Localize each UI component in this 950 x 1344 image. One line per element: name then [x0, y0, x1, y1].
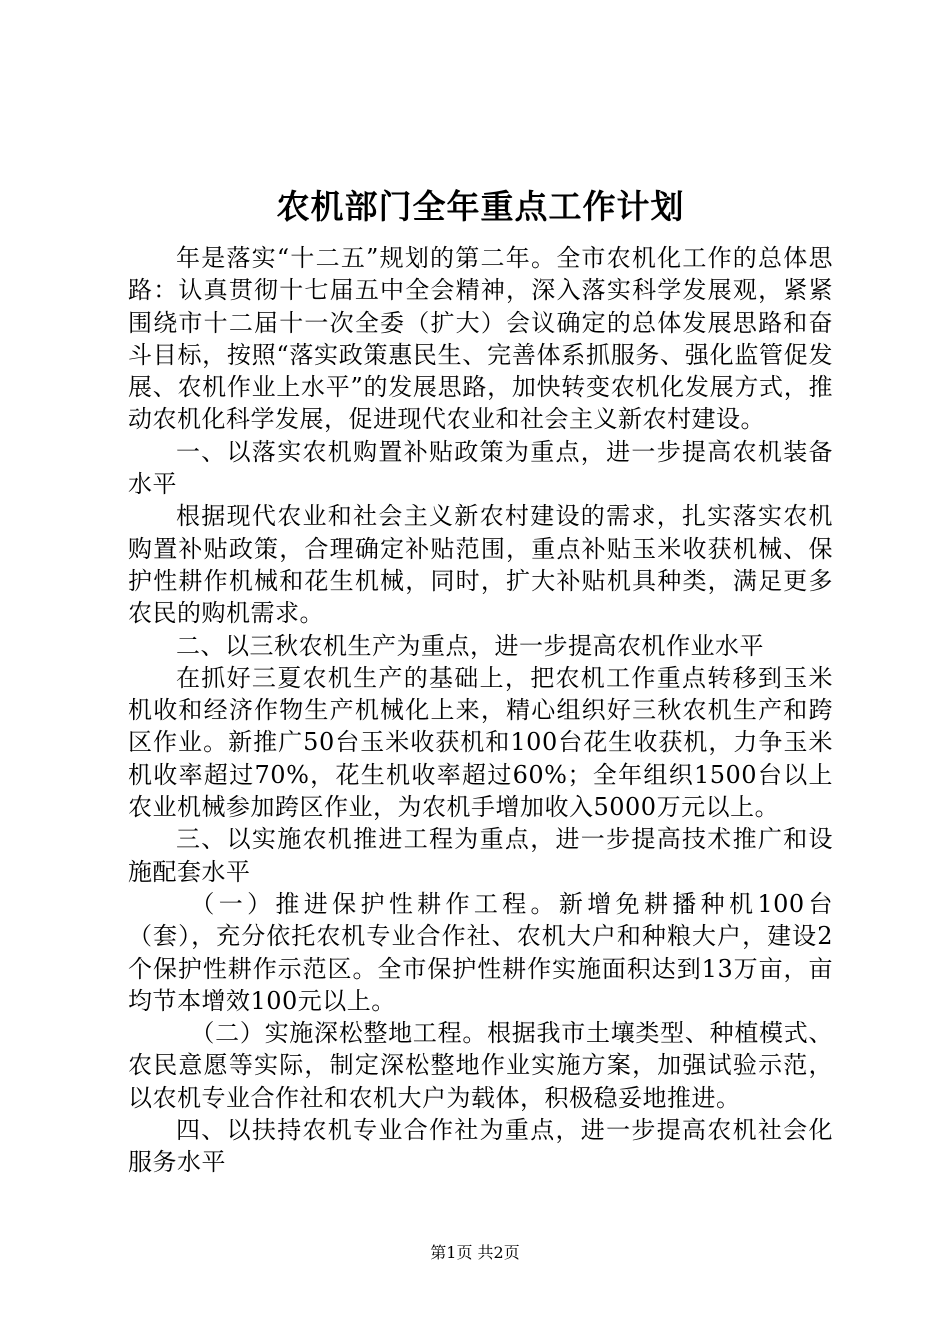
paragraph-conservation-tillage: （一）推进保护性耕作工程。新增免耕播种机100台（套），充分依托农机专业合作社、农机大户和种粮大户，建设2个保护性耕作示范区。全市保护性耕作实施面积达到13万亩，亩均节本增效100元以上。 [128, 889, 833, 1015]
page-footer: 第1页 共2页 [430, 1243, 520, 1262]
document-page [128, 180, 833, 1179]
paragraph-autumn-production: 在抓好三夏农机生产的基础上，把农机工作重点转移到玉米机收和经济作物生产机械化上来，精心组织好三秋农机生产和跨区作业。新推广50台玉米收获机和100台花生收获机，力争玉米机收率超过70%，花生机收率超过60%；全年组织1500台以上农业机械参加跨区作业，为农机手增加收入5000万元以上。 [128, 663, 833, 822]
section-heading-1: 一、以落实农机购置补贴政策为重点，进一步提高农机装备水平 [128, 437, 833, 499]
document-title: 农机部门全年重点工作计划 [276, 187, 685, 226]
paragraph-deep-tillage: （二）实施深松整地工程。根据我市土壤类型、种植模式、农民意愿等实际，制定深松整地作业实施方案，加强试验示范，以农机专业合作社和农机大户为载体，积极稳妥地推进。 [128, 1019, 833, 1112]
section-heading-2: 二、以三秋农机生产为重点，进一步提高农机作业水平 [176, 631, 764, 660]
paragraph-overview: 年是落实“十二五”规划的第二年。全市农机化工作的总体思路：认真贯彻十七届五中全会精神，深入落实科学发展观，紧紧围绕市十二届十一次全委（扩大）会议确定的总体发展思路和奋斗目标，按照“落实政策惠民生、完善体系抓服务、强化监管促发展、农机作业上水平”的发展思路，加快转变农机化发展方式，推动农机化科学发展，促进现代农业和社会主义新农村建设。 [128, 244, 833, 434]
section-heading-4: 四、以扶持农机专业合作社为重点，进一步提高农机社会化服务水平 [128, 1116, 833, 1177]
section-heading-3: 三、以实施农机推进工程为重点，进一步提高技术推广和设施配套水平 [128, 825, 833, 886]
paragraph-subsidy: 根据现代农业和社会主义新农村建设的需求，扎实落实农机购置补贴政策，合理确定补贴范围，重点补贴玉米收获机械、保护性耕作机械和花生机械，同时，扩大补贴机具种类，满足更多农民的购机需求。 [128, 502, 833, 628]
